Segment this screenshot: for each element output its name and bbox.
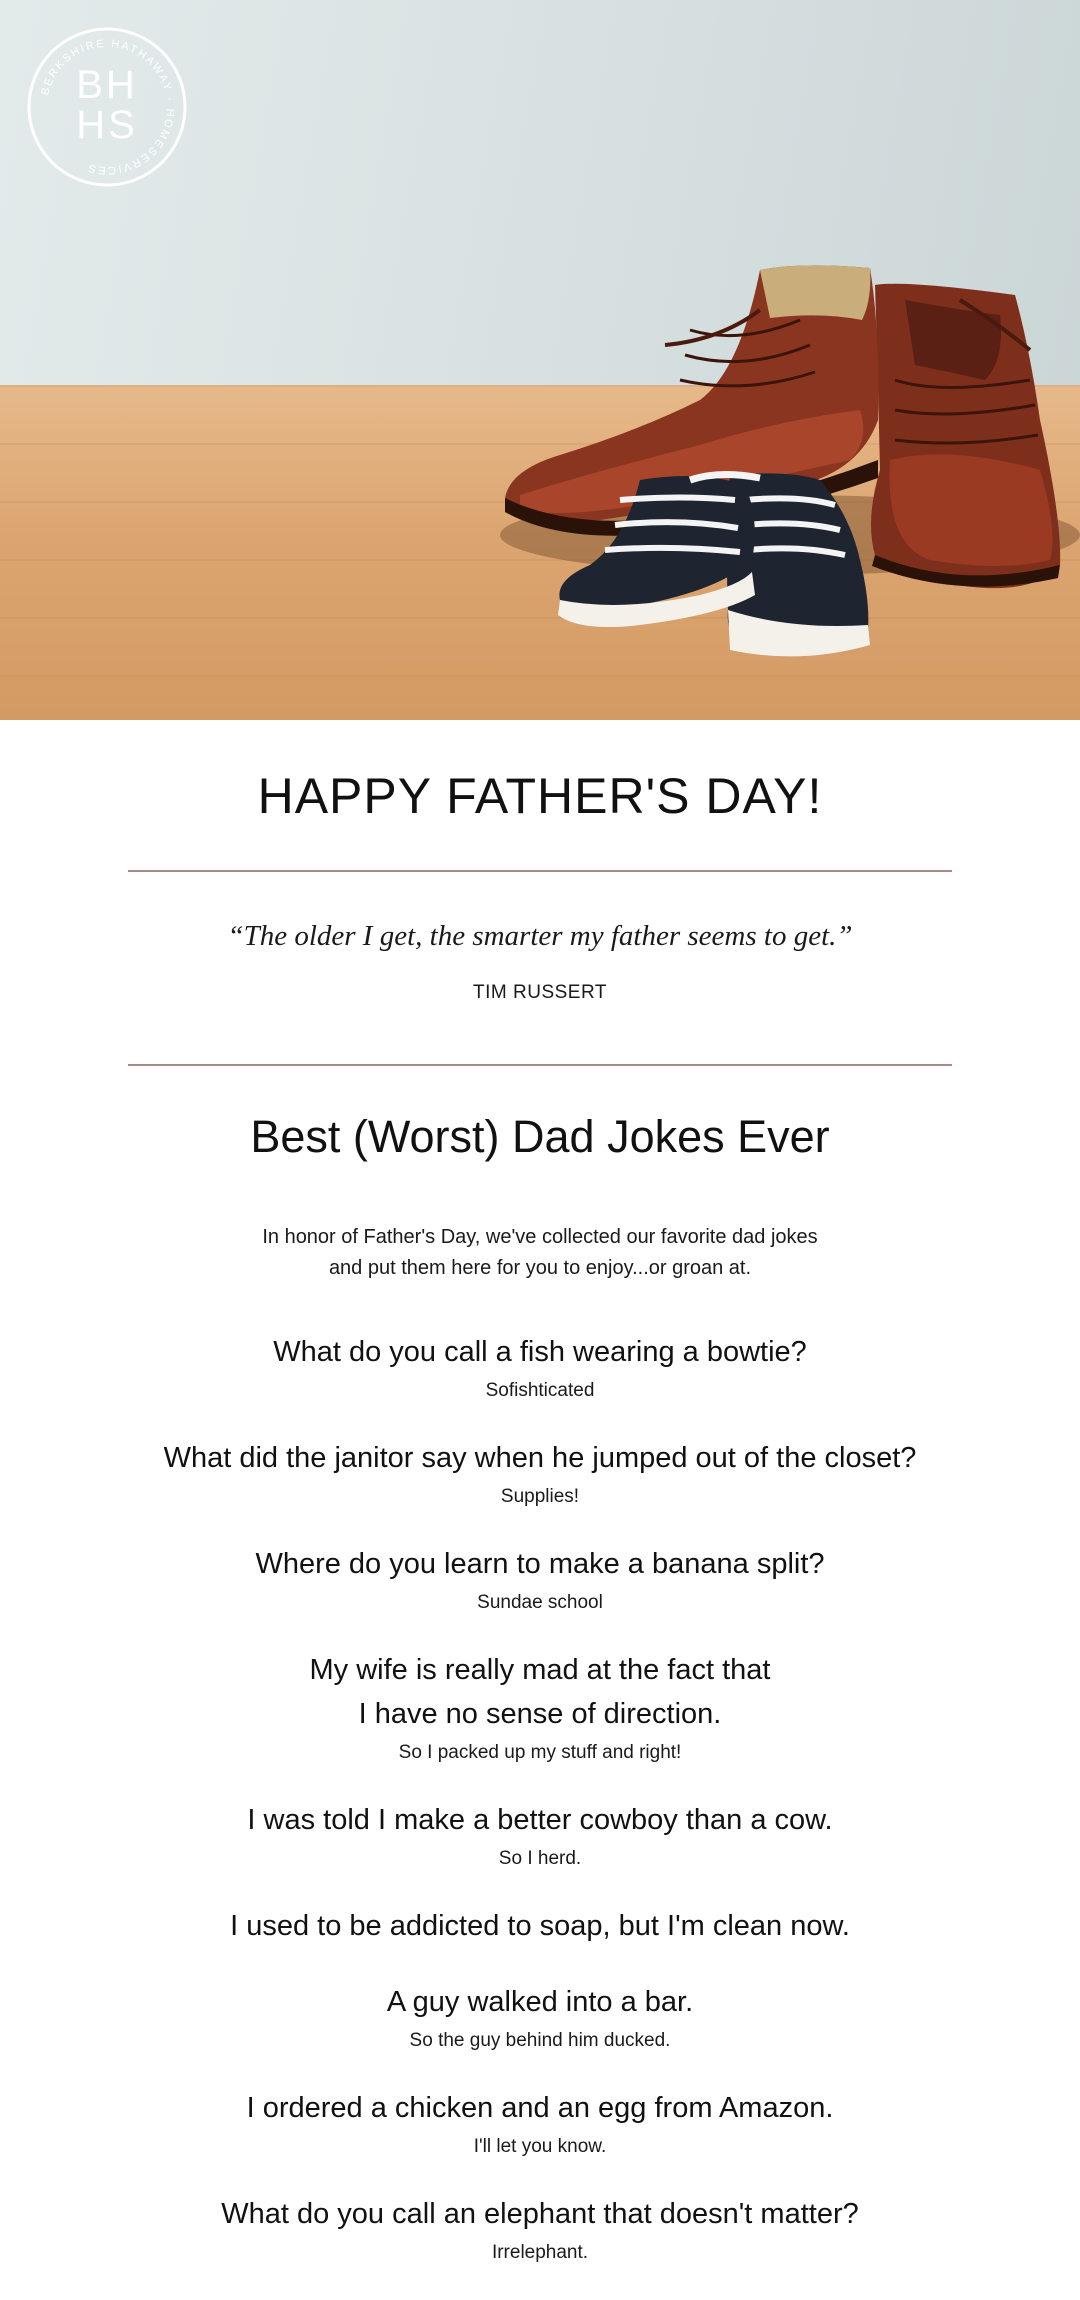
joke-answer: I'll let you know.: [473, 2136, 607, 2157]
joke-answer: Sofishticated: [485, 1380, 595, 1401]
divider-bottom: [128, 1064, 952, 1066]
jokes-intro-line: In honor of Father's Day, we've collected our favorite dad jokes: [262, 1226, 818, 1248]
joke-answer: So I herd.: [498, 1848, 582, 1869]
jokes-section-title: Best (Worst) Dad Jokes Ever: [250, 1111, 830, 1162]
joke-item: [0, 2086, 1080, 2160]
logo-monogram-bottom: HS: [76, 103, 138, 147]
joke-item: [0, 2192, 1080, 2266]
jokes-list: [0, 1330, 1080, 2266]
joke-question: What do you call a fish wearing a bowtie?: [273, 1336, 807, 1368]
divider-top: [128, 870, 952, 872]
joke-answer: Sundae school: [477, 1592, 603, 1613]
joke-question: I ordered a chicken and an egg from Amazon.: [246, 2092, 834, 2124]
page-title: HAPPY FATHER'S DAY!: [257, 768, 823, 824]
joke-item: [0, 1798, 1080, 1872]
joke-question: Where do you learn to make a banana split?: [255, 1548, 825, 1580]
joke-item: [0, 1330, 1080, 1404]
joke-question-line2: I have no sense of direction.: [358, 1698, 722, 1730]
joke-item: [0, 1648, 1080, 1766]
logo-monogram-top: BH: [76, 63, 138, 107]
logo-monogram: [25, 65, 189, 145]
joke-item: [0, 1436, 1080, 1510]
joke-answer: So the guy behind him ducked.: [409, 2030, 671, 2051]
joke-question: A guy walked into a bar.: [386, 1986, 694, 2018]
quote-text: “The older I get, the smarter my father seems to get.”: [227, 920, 853, 952]
joke-question: I was told I make a better cowboy than a cow.: [247, 1804, 833, 1836]
joke-item: [0, 1542, 1080, 1616]
logo-ring-text: BERKSHIRE HATHAWAY · HOMESERVICES: [39, 37, 177, 177]
hero-image: [0, 0, 1080, 720]
joke-item: [0, 1980, 1080, 2054]
joke-answer: Irrelephant.: [491, 2242, 589, 2263]
joke-question: What did the janitor say when he jumped out of the closet?: [163, 1442, 917, 1474]
joke-answer: Supplies!: [500, 1486, 580, 1507]
joke-question: My wife is really mad at the fact that: [309, 1654, 771, 1686]
bhhs-logo-icon: [25, 25, 189, 189]
joke-answer: So I packed up my stuff and right!: [398, 1742, 682, 1763]
joke-item: [0, 1904, 1080, 1948]
quote-author: TIM RUSSERT: [473, 982, 607, 1003]
joke-question: What do you call an elephant that doesn't matter?: [221, 2198, 859, 2230]
jokes-intro-line: and put them here for you to enjoy...or groan at.: [328, 1257, 752, 1279]
jokes-intro: [220, 1222, 860, 1284]
joke-question: I used to be addicted to soap, but I'm clean now.: [230, 1910, 850, 1942]
main-content: [0, 720, 1080, 2266]
